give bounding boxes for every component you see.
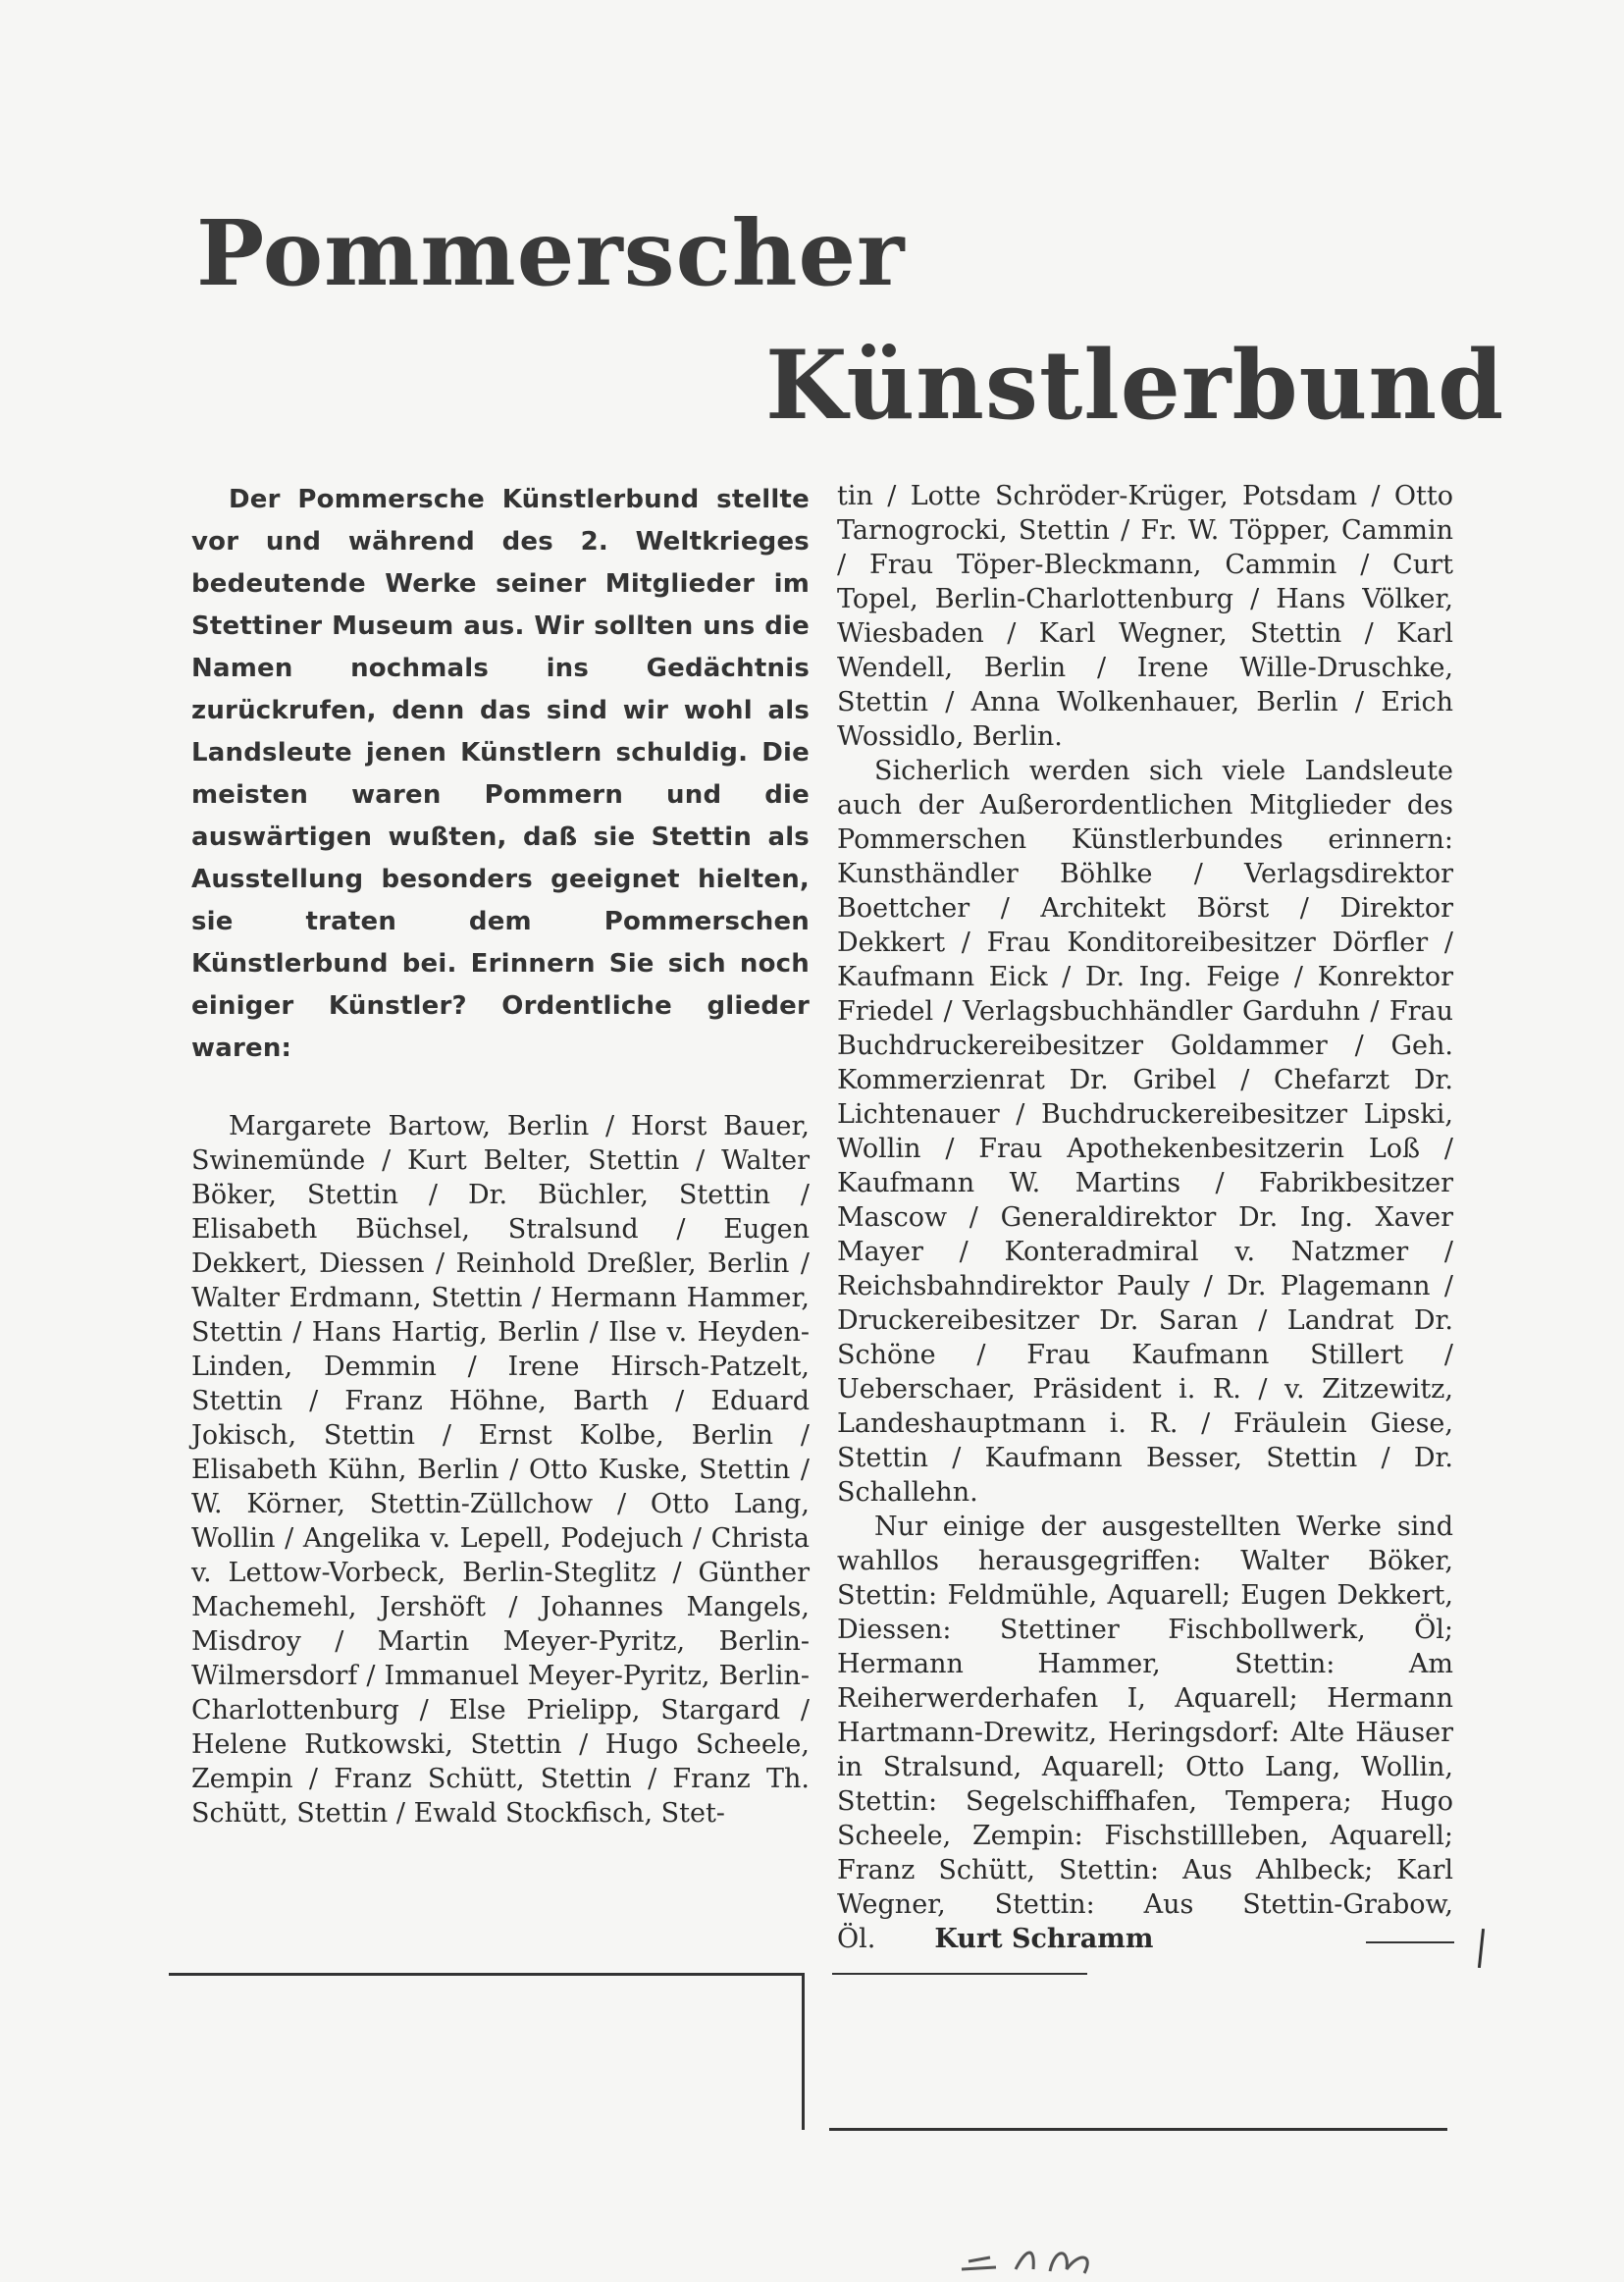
right-column [837, 479, 1453, 1956]
author-name: Kurt Schramm [934, 1924, 1154, 1954]
works-text: Nur einige der ausgestellten Werke sind wahllos herausgegriffen: Walter Böker, Stettin: Feldmühle, Aquarell; Eugen Dekkert, Diessen: Stettiner Fischbollwerk, Öl; Hermann Hammer, Stettin: Am Reiherwerderhafen I, Aquarell; Hermann Hartmann-Drewitz, Heringsdorf: Alte Häuser in Stralsund, Aquarell; Otto Lang, Wollin, Stettin: Segelschiffhafen, Tempera; Hugo Scheele, Zempin: Fischstillleben, Aquarell; Franz Schütt, Stettin: Aus Ahlbeck; Karl Wegner, Stettin: Aus Stettin-Grabow, Öl. [837, 1512, 1453, 1954]
intro-paragraph: Der Pommersche Künstlerbund stellte vor und während des 2. Weltkrieges bedeutende Werke seiner Mitglieder im Stettiner Museum aus. Wir sollten uns die Namen nochmals ins Gedächtnis zurückrufen, denn das sind wir wohl als Landsleute jenen Künstlern schuldig. Die meisten waren Pommern und die auswärtigen wußten, daß sie Stettin als Ausstellung besonders geeignet hielten, sie traten dem Pommerschen Künstlerbund bei. Erinnern Sie sich noch einiger Künstler? Ordentliche glieder waren: [191, 485, 810, 1063]
bottom-rule-left [169, 1973, 805, 1976]
article-title-line-1: Pommerscher [196, 200, 906, 306]
pen-underline-mark [1366, 1941, 1454, 1943]
left-column [191, 479, 810, 1831]
pen-underline-mark-2 [832, 1973, 1087, 1975]
extra-members-paragraph: Sicherlich werden sich viele Landsleute auch der Außerordentlichen Mitglieder des Pommerschen Künstlerbundes erinnern: Kunsthändler Böhlke / Verlagsdirektor Boettcher / Architekt Börst / Direktor Dekkert / Frau Konditoreibesitzer Dörfler / Kaufmann Eick / Dr. Ing. Feige / Konrektor Friedel / Verlagsbuchhändler Garduhn / Frau Buchdruckereibesitzer Goldammer / Geh. Kommerzienrat Dr. Gribel / Chefarzt Dr. Lichtenauer / Buchdruckereibesitzer Lipski, Wollin / Frau Apothekenbesitzerin Loß / Kaufmann W. Martins / Fabrikbesitzer Mascow / Generaldirektor Dr. Ing. Xaver Mayer / Konteradmiral v. Natzmer / Reichsbahndirektor Pauly / Dr. Plagemann / Druckereibesitzer Dr. Saran / Landrat Dr. Schöne / Frau Kaufmann Stillert / Ueberschaer, Präsident i. R. / v. Zitzewitz, Landeshauptmann i. R. / Fräulein Giese, Stettin / Kaufmann Besser, Stettin / Dr. Schallehn. [837, 756, 1453, 1508]
members-list-part-1: Margarete Bartow, Berlin / Horst Bauer, Swinemünde / Kurt Belter, Stettin / Walter Böker, Stettin / Dr. Büchler, Stettin / Elisabeth Büchsel, Stralsund / Eugen Dekkert, Diessen / Reinhold Dreßler, Berlin / Walter Erdmann, Stettin / Hermann Hammer, Stettin / Hans Hartig, Berlin / Ilse v. Heyden-Linden, Demmin / Irene Hirsch-Patzelt, Stettin / Franz Höhne, Barth / Eduard Jokisch, Stettin / Ernst Kolbe, Berlin / Elisabeth Kühn, Berlin / Otto Kuske, Stettin / W. Körner, Stettin-Züllchow / Otto Lang, Wollin / Angelika v. Lepell, Podejuch / Christa v. Lettow-Vorbeck, Berlin-Steglitz / Günther Machemehl, Jershöft / Johannes Mangels, Misdroy / Martin Meyer-Pyritz, Berlin-Wilmersdorf / Immanuel Meyer-Pyritz, Berlin-Charlottenburg / Else Prielipp, Stargard / Helene Rutkowski, Stettin / Hugo Scheele, Zempin / Franz Schütt, Stettin / Franz Th. Schütt, Stettin / Ewald Stockfisch, Stet- [191, 1111, 810, 1829]
pen-margin-mark [1478, 1929, 1485, 1968]
handwritten-scribble-icon [957, 2240, 1104, 2279]
bottom-rule-right [829, 2128, 1447, 2131]
article-title-line-2: Künstlerbund [765, 330, 1505, 441]
column-divider-line [802, 1975, 805, 2130]
works-paragraph [837, 1510, 1453, 1956]
members-list-part-2: tin / Lotte Schröder-Krüger, Potsdam / Otto Tarnogrocki, Stettin / Fr. W. Töpper, Cammin / Frau Töper-Bleckmann, Cammin / Curt Topel, Berlin-Charlottenburg / Hans Völker, Wiesbaden / Karl Wegner, Stettin / Karl Wendell, Berlin / Irene Wille-Druschke, Stettin / Anna Wolkenhauer, Berlin / Erich Wossidlo, Berlin. [837, 481, 1453, 752]
